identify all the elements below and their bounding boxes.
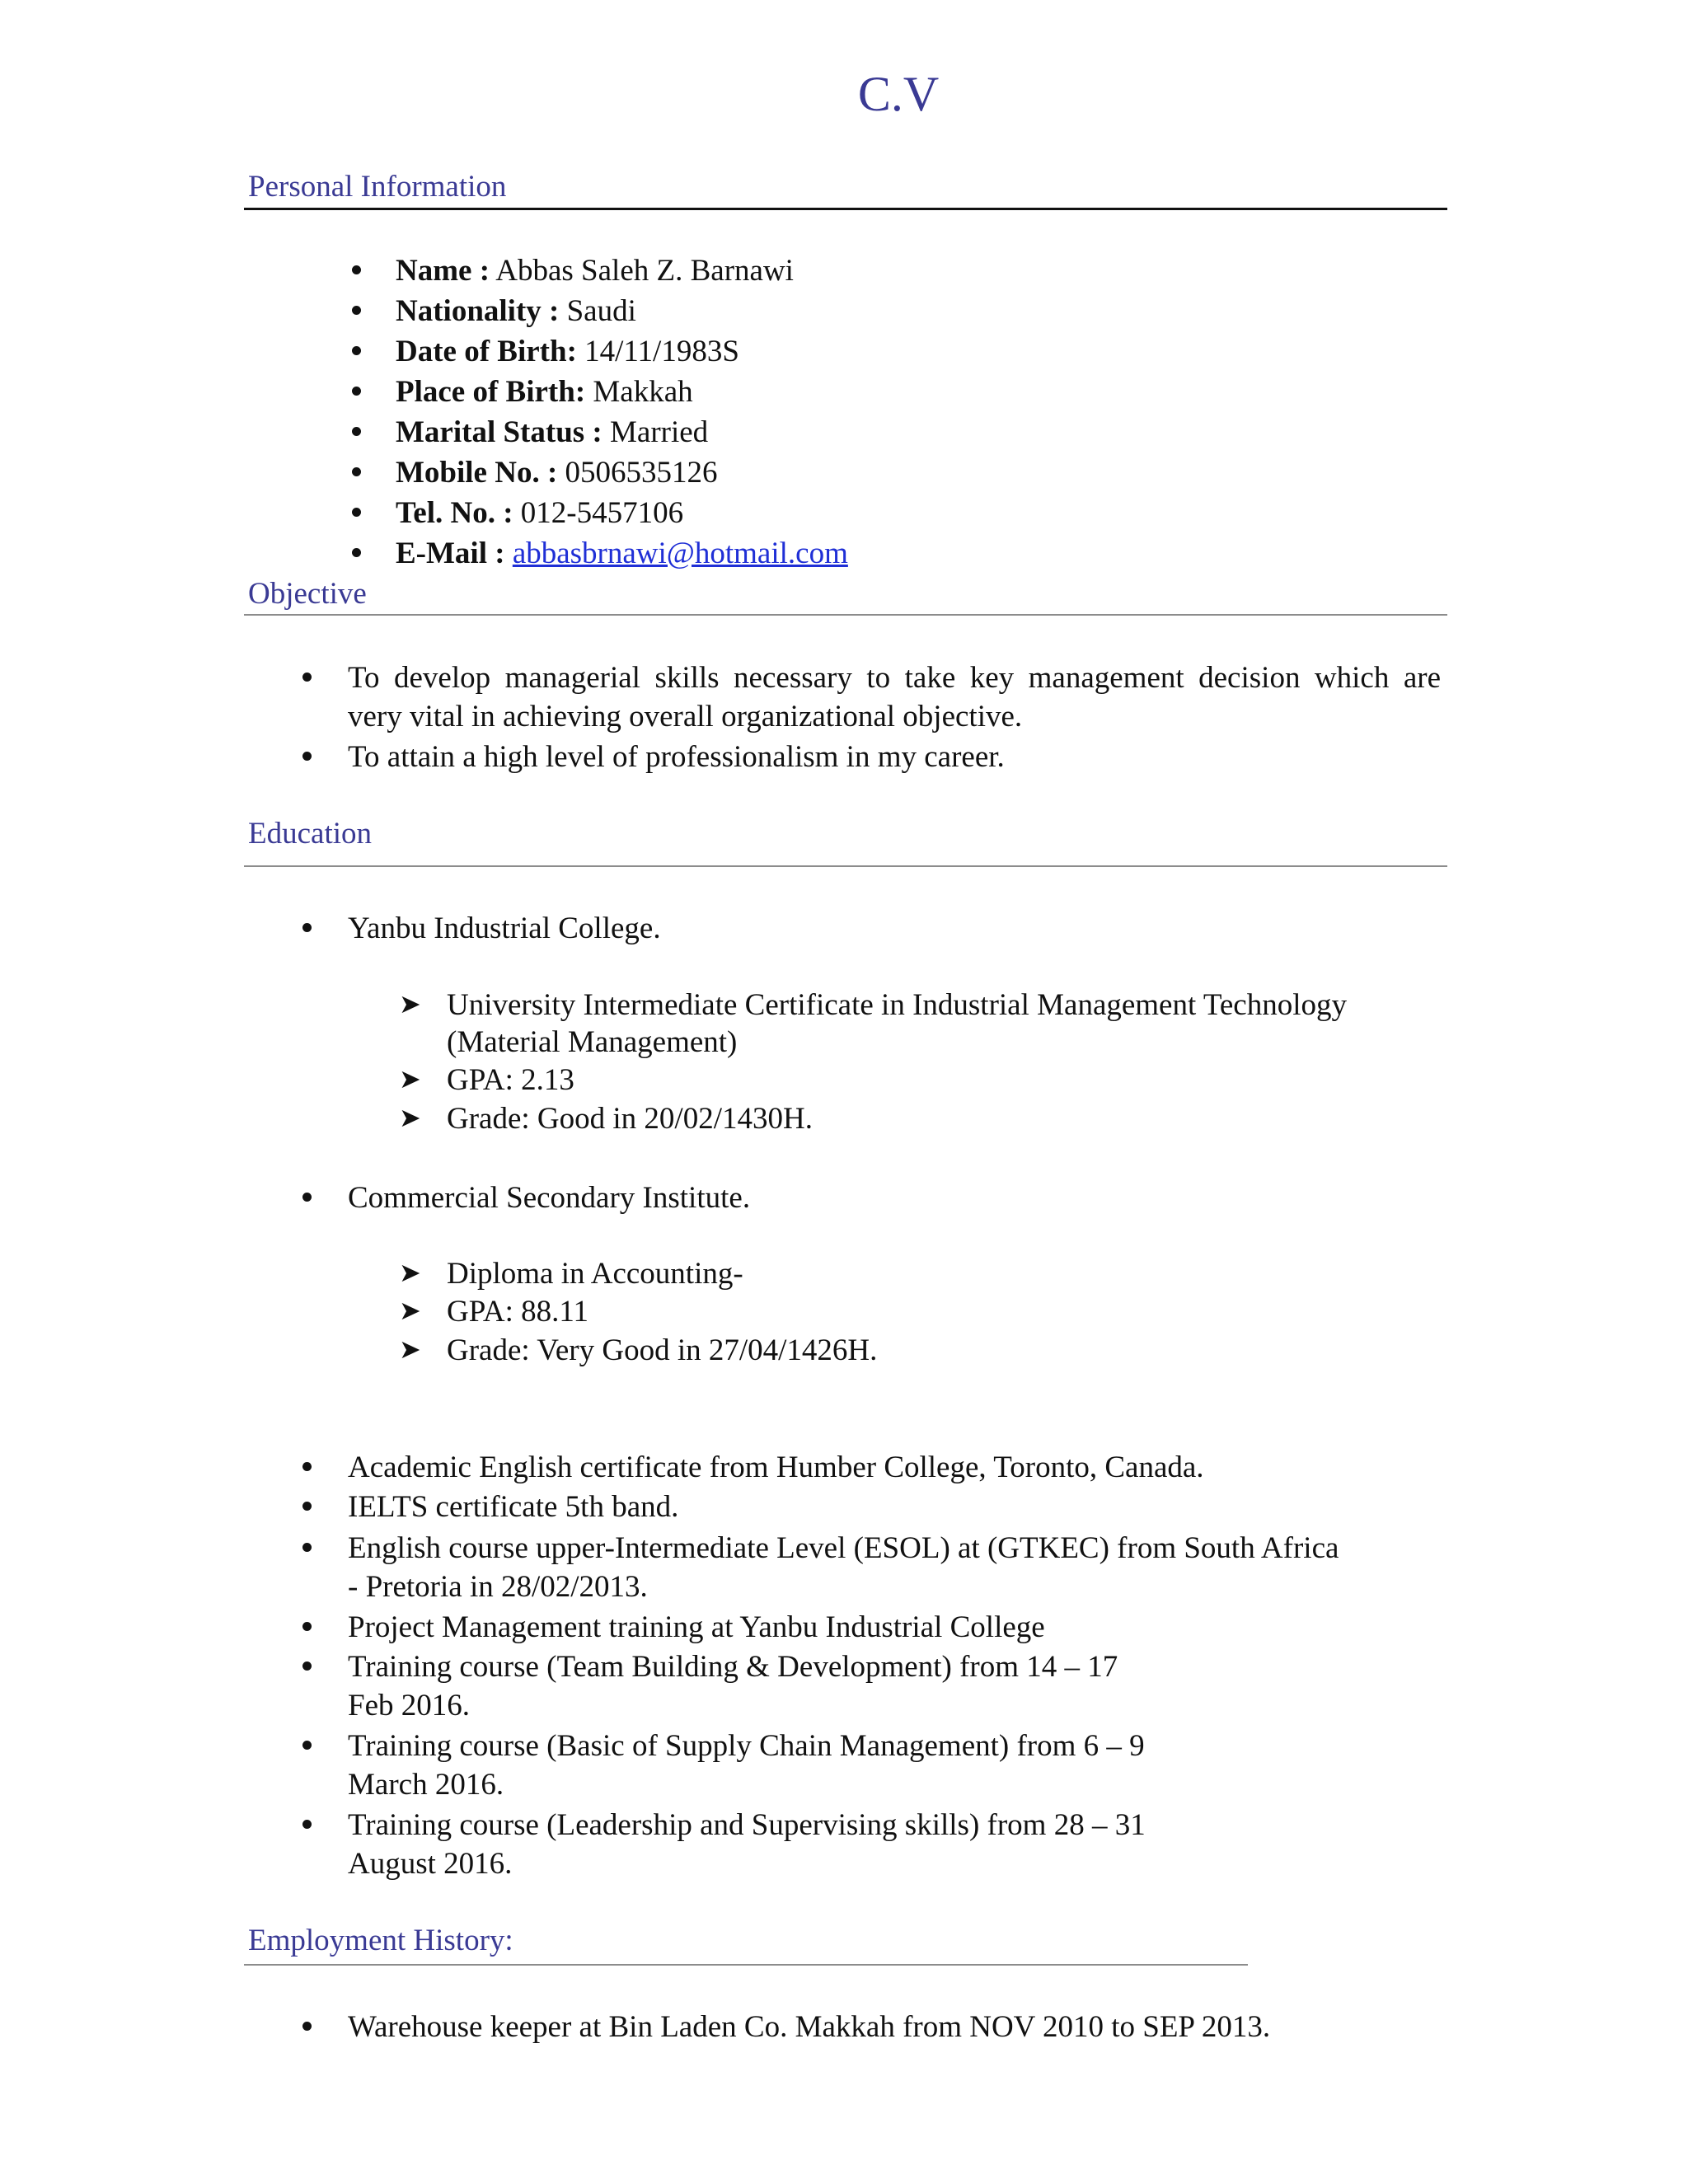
section-divider	[244, 614, 1447, 616]
education-item-line: English course upper-Intermediate Level (ESOL) at (GTKEC) from South Africa	[348, 1531, 1339, 1565]
bullet-icon	[302, 673, 312, 682]
page-title: C.V	[857, 67, 940, 121]
section-divider	[244, 865, 1447, 867]
bullet-icon	[302, 1661, 312, 1671]
bullet-icon	[352, 548, 361, 557]
arrow-bullet-icon: ➤	[399, 1102, 421, 1133]
bullet-icon	[352, 467, 361, 476]
employment-item: Warehouse keeper at Bin Laden Co. Makkah from NOV 2010 to SEP 2013.	[348, 2010, 1271, 2044]
bullet-icon	[302, 1622, 312, 1631]
field-value: 14/11/1983S	[584, 335, 739, 368]
field-label: Nationality :	[396, 294, 560, 328]
field-label: E-Mail :	[396, 537, 505, 570]
field-value: Abbas Saleh Z. Barnawi	[495, 254, 794, 288]
objective-item: To attain a high level of professionalism in my career.	[348, 740, 1005, 774]
education-detail: Grade: Good in 20/02/1430H.	[447, 1102, 813, 1136]
education-item: Project Management training at Yanbu Industrial College	[348, 1610, 1045, 1644]
education-item-line: August 2016.	[348, 1847, 513, 1881]
field-label: Mobile No. :	[396, 456, 558, 490]
email-link[interactable]: abbasbrnawi@hotmail.com	[512, 537, 848, 570]
education-detail: GPA: 88.11	[447, 1295, 589, 1329]
bullet-icon	[302, 1462, 312, 1471]
list-item	[396, 296, 636, 326]
bullet-icon	[352, 427, 361, 436]
bullet-icon	[302, 752, 312, 761]
bullet-icon	[352, 346, 361, 355]
bullet-icon	[352, 265, 361, 274]
field-label: Tel. No. :	[396, 496, 513, 530]
field-label: Marital Status :	[396, 415, 603, 449]
arrow-bullet-icon: ➤	[399, 1063, 421, 1094]
education-item-line: Training course (Leadership and Supervising skills) from 28 – 31	[348, 1808, 1146, 1842]
list-item	[396, 538, 848, 569]
arrow-bullet-icon: ➤	[399, 1257, 421, 1288]
education-item-line: Training course (Team Building & Development) from 14 – 17	[348, 1650, 1118, 1684]
section-divider	[244, 208, 1447, 210]
bullet-icon	[302, 2022, 312, 2031]
personal-information-heading: Personal Information	[248, 170, 507, 204]
bullet-icon	[302, 1543, 312, 1552]
bullet-icon	[302, 923, 312, 932]
education-item-line: - Pretoria in 28/02/2013.	[348, 1570, 648, 1604]
field-value: Married	[610, 415, 709, 449]
bullet-icon	[352, 508, 361, 517]
education-detail-line: (Material Management)	[447, 1025, 738, 1059]
bullet-icon	[302, 1502, 312, 1511]
education-item-line: Feb 2016.	[348, 1689, 470, 1722]
institution-name: Commercial Secondary Institute.	[348, 1181, 751, 1215]
list-item	[396, 498, 683, 528]
education-detail: Diploma in Accounting-	[447, 1257, 743, 1291]
bullet-icon	[302, 1820, 312, 1829]
education-item-line: March 2016.	[348, 1768, 504, 1802]
list-item	[396, 457, 718, 488]
education-item-line: Training course (Basic of Supply Chain Management) from 6 – 9	[348, 1729, 1145, 1763]
objective-item-line: To develop managerial skills necessary to take key management decision which are	[348, 661, 1441, 695]
field-label: Date of Birth:	[396, 335, 577, 368]
bullet-icon	[302, 1741, 312, 1750]
field-label: Place of Birth:	[396, 375, 586, 409]
employment-history-heading: Employment History:	[248, 1924, 513, 1957]
education-detail-line: University Intermediate Certificate in Industrial Management Technology	[447, 988, 1347, 1022]
objective-heading: Objective	[248, 577, 367, 611]
list-item	[396, 377, 693, 407]
education-item: Academic English certificate from Humber College, Toronto, Canada.	[348, 1451, 1204, 1484]
section-divider	[244, 1964, 1248, 1966]
field-value: Saudi	[566, 294, 636, 328]
list-item	[396, 255, 794, 286]
arrow-bullet-icon: ➤	[399, 1333, 421, 1365]
field-value: 0506535126	[565, 456, 718, 490]
bullet-icon	[352, 387, 361, 396]
field-label: Name :	[396, 254, 490, 288]
bullet-icon	[352, 306, 361, 315]
list-item	[396, 336, 739, 367]
arrow-bullet-icon: ➤	[399, 988, 421, 1019]
arrow-bullet-icon: ➤	[399, 1295, 421, 1326]
institution-name: Yanbu Industrial College.	[348, 912, 661, 945]
objective-item-line: very vital in achieving overall organizational objective.	[348, 700, 1023, 733]
field-value: 012-5457106	[520, 496, 684, 530]
education-heading: Education	[248, 817, 373, 851]
field-value: Makkah	[593, 375, 693, 409]
list-item	[396, 417, 708, 448]
bullet-icon	[302, 1193, 312, 1202]
education-item: IELTS certificate 5th band.	[348, 1490, 679, 1524]
education-detail: GPA: 2.13	[447, 1063, 574, 1097]
education-detail: Grade: Very Good in 27/04/1426H.	[447, 1333, 878, 1367]
